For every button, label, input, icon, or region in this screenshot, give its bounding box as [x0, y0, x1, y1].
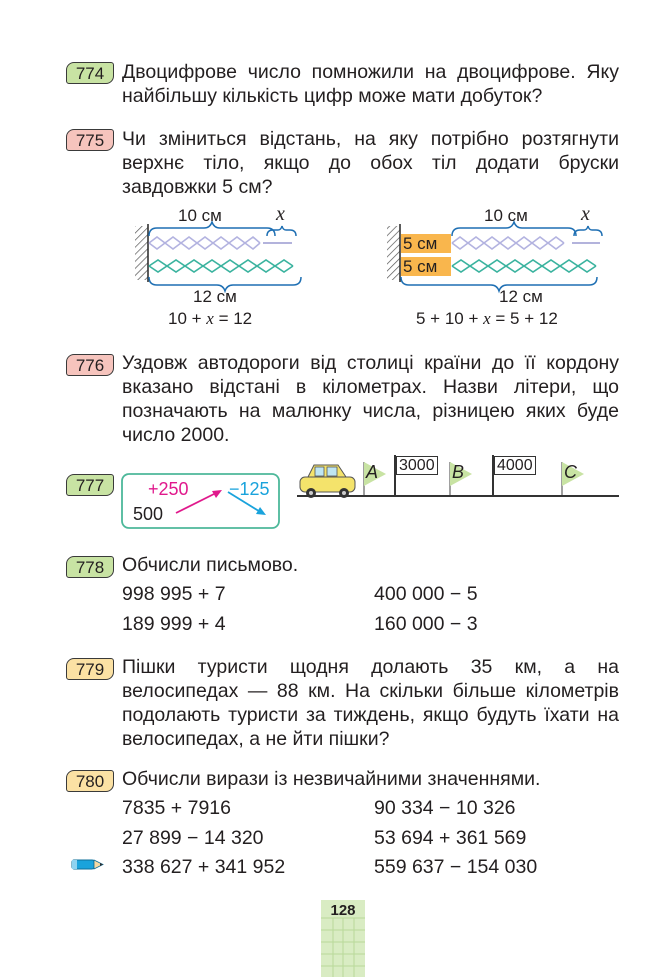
- task-775-text: Чи зміниться відстань, на яку потрібно розтягнути верхнє тіло, якщо до обох тіл додати бруски завдовжки 5 см?: [122, 128, 619, 198]
- flag-c-label: C: [564, 462, 577, 482]
- label-5cm-top: 5 см: [403, 234, 438, 253]
- flag-a-label: A: [366, 462, 379, 482]
- task-776-text: Уздовж автодороги від столиці країни до її кордону вказано відстані в кілометрах. Назви літери, що позначають на малюнку числа, різницею яких буде число 2000.: [122, 352, 619, 446]
- task-780-text: Обчисли вирази із незвичайними значеннями.: [122, 768, 541, 790]
- exercise-778-2: 400 000 − 5: [374, 583, 478, 605]
- page-number: 128: [330, 902, 356, 919]
- label-5cm-bottom: 5 см: [403, 257, 438, 276]
- label-12cm-right: 12 см: [499, 287, 543, 306]
- task-778-text: Обчисли письмово.: [122, 554, 299, 576]
- exercise-780-5: 338 627 + 341 952: [122, 856, 286, 878]
- label-10cm-left: 10 см: [178, 206, 222, 225]
- exercise-778-1: 998 995 + 7: [122, 583, 226, 605]
- label-10cm-right: 10 см: [484, 206, 528, 225]
- start-500-label: 500: [133, 504, 164, 524]
- exercise-780-3: 27 899 − 14 320: [122, 827, 264, 849]
- label-12cm-left: 12 см: [193, 287, 237, 306]
- task-number-778: 778: [66, 556, 114, 578]
- exercise-780-4: 53 694 + 361 569: [374, 827, 527, 849]
- marker-4000: 4000: [494, 456, 536, 475]
- task-number-780: 780: [66, 770, 114, 792]
- minus-125-label: −125: [229, 479, 270, 499]
- exercise-780-6: 559 637 − 154 030: [374, 856, 538, 878]
- task-number-777: 777: [66, 474, 114, 496]
- equation-right: 5 + 10 + x = 5 + 12: [416, 309, 558, 328]
- task-number-775: 775: [66, 129, 114, 151]
- flag-b-label: B: [452, 462, 465, 482]
- exercise-778-3: 189 999 + 4: [122, 613, 226, 635]
- exercise-780-2: 90 334 − 10 326: [374, 797, 516, 819]
- marker-3000: 3000: [396, 456, 438, 475]
- task-number-779: 779: [66, 658, 114, 680]
- plus-250-label: +250: [148, 479, 189, 499]
- task-779-text: Пішки туристи щодня долають 35 км, а на велосипедах — 88 км. На скільки більше кілометрів подолають туристи за тиждень, якщо будуть їхати на велосипедах, а не йти пішки?: [122, 656, 619, 750]
- label-x-left: x: [276, 203, 285, 225]
- task-number-774: 774: [66, 62, 114, 84]
- task-number-776: 776: [66, 354, 114, 376]
- exercise-780-1: 7835 + 7916: [122, 797, 231, 819]
- label-x-right: x: [581, 203, 590, 225]
- exercise-778-4: 160 000 − 3: [374, 613, 478, 635]
- task-774-text: Двоцифрове число помножили на двоцифрове. Яку найбільшу кількість цифр може мати добуток?: [122, 61, 619, 107]
- equation-left: 10 + x = 12: [168, 309, 253, 328]
